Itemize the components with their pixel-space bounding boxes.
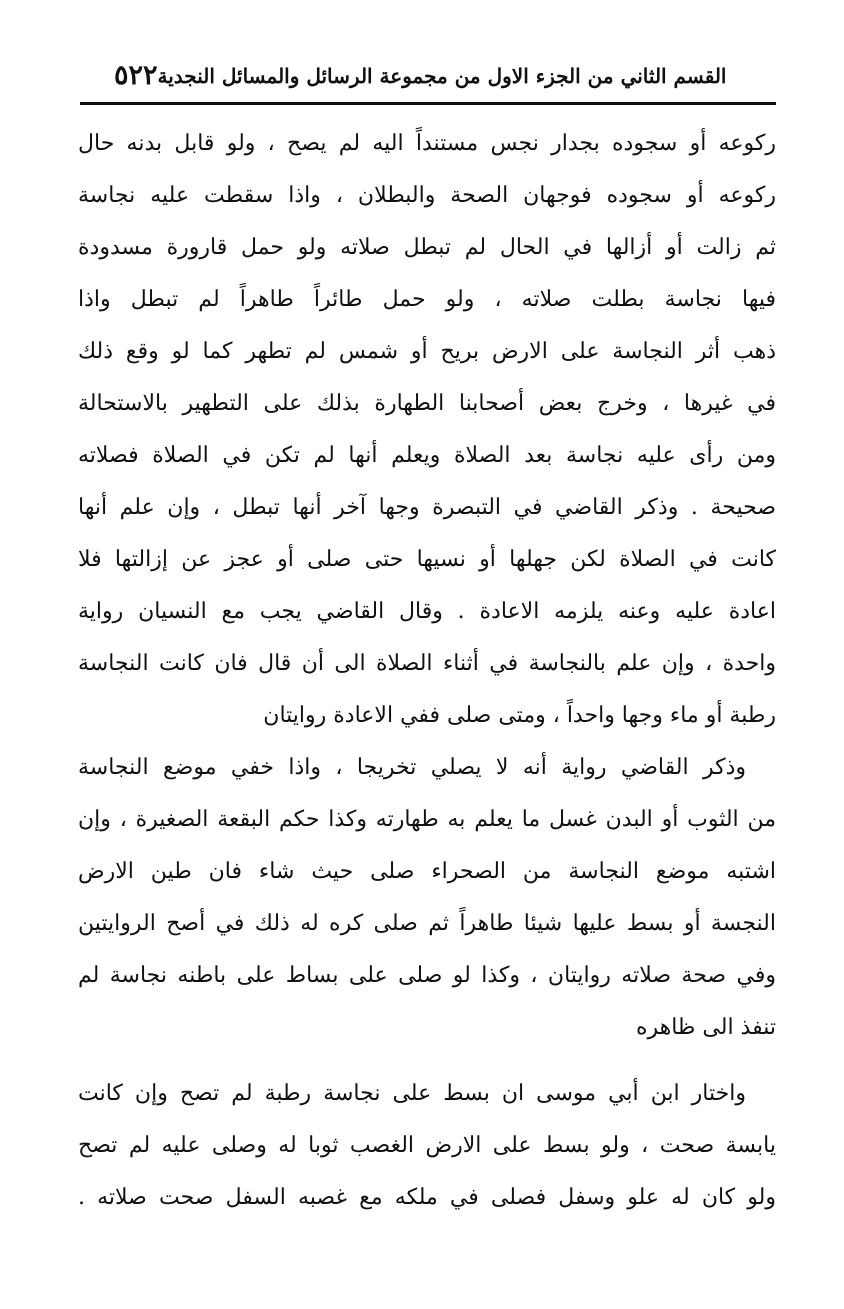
text-line: وذكر القاضي رواية أنه لا يصلي تخريجا ، واذا خفي موضع النجاسة xyxy=(78,755,746,780)
text-line: ومن رأى عليه نجاسة بعد الصلاة ويعلم أنها لم تكن في الصلاة فصلاته xyxy=(78,443,776,468)
text-line: من الثوب أو البدن غسل ما يعلم به طهارته وكذا حكم البقعة الصغيرة ، وإن xyxy=(78,807,776,832)
text-line: واحدة ، وإن علم بالنجاسة في أثناء الصلاة الى أن قال فان كانت النجاسة xyxy=(78,651,776,676)
text-line: ركوعه أو سجوده فوجهان الصحة والبطلان ، واذا سقطت عليه نجاسة xyxy=(78,183,776,208)
text-line: واختار ابن أبي موسى ان بسط على نجاسة رطبة لم تصح وإن كانت xyxy=(78,1081,746,1106)
paragraph-1 xyxy=(78,118,776,742)
text-line: في غيرها ، وخرج بعض أصحابنا الطهارة بذلك على التطهير بالاستحالة xyxy=(78,391,776,416)
paragraph-2 xyxy=(78,742,776,1054)
text-line: وفي صحة صلاته روايتان ، وكذا لو صلى على بساط على باطنه نجاسة لم xyxy=(78,963,776,988)
text-line: ركوعه أو سجوده بجدار نجس مستنداً اليه لم يصح ، ولو قابل بدنه حال xyxy=(78,131,776,156)
page-number: ٥٢٢ xyxy=(114,60,158,91)
text-line: تنفذ الى ظاهره xyxy=(635,1015,776,1040)
text-line: اعادة عليه وعنه يلزمه الاعادة . وقال القاضي يجب مع النسيان رواية xyxy=(78,599,776,624)
header-divider xyxy=(80,102,776,105)
text-line: يابسة صحت ، ولو بسط على الارض الغصب ثوبا له وصلى عليه لم تصح xyxy=(78,1133,776,1158)
paragraph-gap xyxy=(78,1054,776,1068)
body-text xyxy=(78,118,776,1224)
text-line: ولو كان له علو وسفل فصلى في ملكه مع غصبه السفل صحت صلاته . xyxy=(78,1185,776,1210)
text-line: ذهب أثر النجاسة على الارض بريح أو شمس لم تطهر كما لو وقع ذلك xyxy=(78,339,776,364)
text-line: فيها نجاسة بطلت صلاته ، ولو حمل طائراً طاهراً لم تبطل واذا xyxy=(78,287,776,312)
text-line: كانت في الصلاة لكن جهلها أو نسيها حتى صلى أو عجز عن إزالتها فلا xyxy=(78,547,776,572)
text-line: النجسة أو بسط عليها شيئا طاهراً ثم صلى كره له ذلك في أصح الروايتين xyxy=(78,911,776,936)
text-line: صحيحة . وذكر القاضي في التبصرة وجها آخر أنها تبطل ، وإن علم أنها xyxy=(78,495,776,520)
running-header xyxy=(86,46,776,96)
text-line: اشتبه موضع النجاسة من الصحراء صلى حيث شاء فان طين الارض xyxy=(78,859,776,884)
paragraph-3 xyxy=(78,1068,776,1224)
text-line: رطبة أو ماء وجها واحداً ، ومتى صلى ففي الاعادة روايتان xyxy=(263,703,776,728)
text-line: ثم زالت أو أزالها في الحال لم تبطل صلاته ولو حمل قارورة مسدودة xyxy=(78,235,776,260)
running-header-title: القسم الثاني من الجزء الاول من مجموعة الرسائل والمسائل النجدية xyxy=(157,64,727,88)
